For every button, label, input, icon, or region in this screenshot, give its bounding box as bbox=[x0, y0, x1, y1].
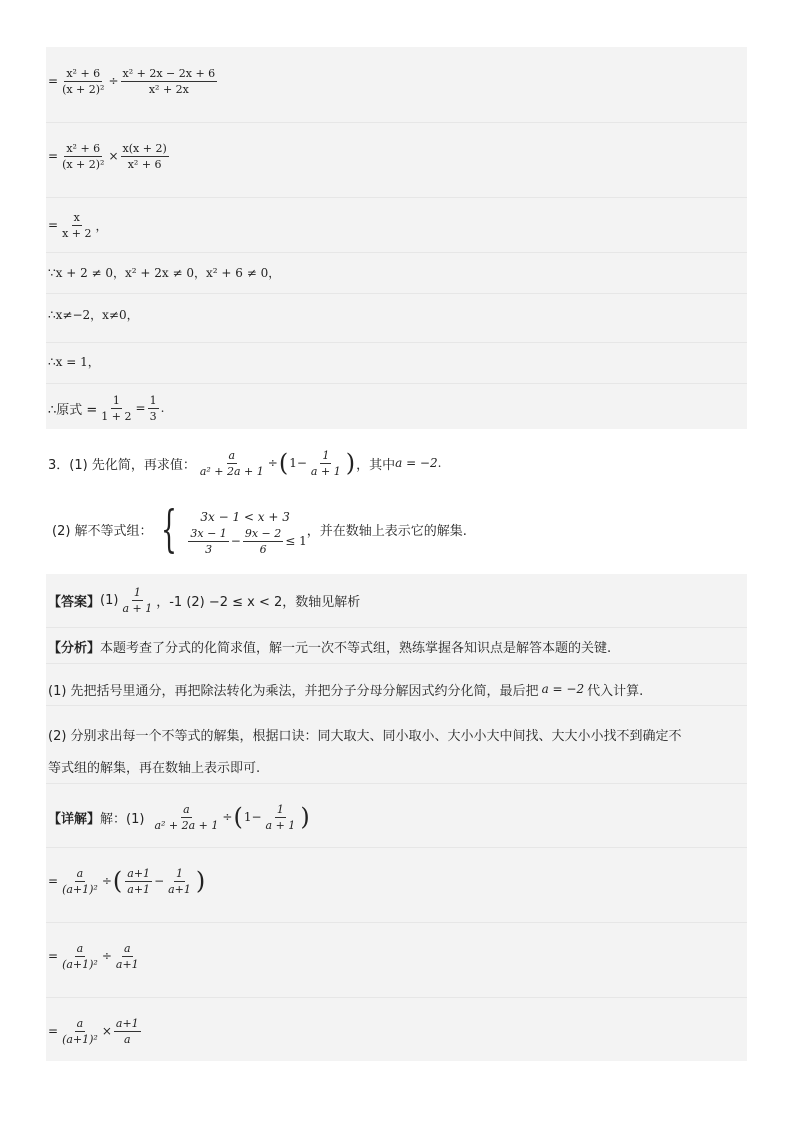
divide-sign: ÷ bbox=[108, 74, 119, 88]
brace-icon: { bbox=[160, 500, 177, 558]
inequality-2 bbox=[186, 526, 307, 556]
text: (2) 分别求出每一个不等式的解集，根据口诀：同大取大、同小取小、大小小大中间找、大大小小找不到确定不 bbox=[48, 728, 682, 744]
divide-sign: ÷ bbox=[267, 456, 278, 470]
le-sign: ≤ 1 bbox=[285, 534, 307, 548]
numerator: a bbox=[76, 1016, 84, 1030]
fraction bbox=[121, 67, 218, 96]
denominator: a+1 bbox=[115, 957, 139, 971]
denominator: (a+1)² bbox=[62, 882, 98, 896]
detail-lead: 解：(1) bbox=[100, 811, 145, 827]
equals-sign: = bbox=[48, 74, 59, 88]
fraction bbox=[60, 67, 106, 96]
punctuation: ， bbox=[95, 218, 108, 233]
fraction bbox=[121, 142, 169, 171]
divide-sign: ÷ bbox=[101, 949, 112, 963]
denominator: x² + 6 bbox=[127, 157, 162, 171]
right-paren: ) bbox=[345, 449, 356, 477]
inequality-1: 3x − 1 < x + 3 bbox=[200, 510, 290, 524]
detail-line bbox=[46, 794, 747, 840]
part-label: (1) bbox=[100, 592, 119, 608]
fraction bbox=[114, 942, 141, 971]
fraction bbox=[60, 867, 100, 896]
fraction bbox=[188, 527, 228, 556]
denominator: a² + 2a + 1 bbox=[154, 818, 219, 832]
divider bbox=[46, 627, 747, 628]
therefore-line: ∴x≠−2，x≠0， bbox=[48, 307, 139, 322]
numerator: x² + 6 bbox=[66, 141, 101, 155]
condition-line: ∵x + 2 ≠ 0，x² + 2x ≠ 0，x² + 6 ≠ 0， bbox=[48, 265, 281, 280]
equals-sign: = bbox=[48, 1024, 59, 1038]
fraction bbox=[60, 211, 93, 240]
divider bbox=[46, 997, 747, 998]
result-prefix: ∴原式 = bbox=[48, 402, 98, 418]
denominator: 3 bbox=[149, 409, 157, 423]
denominator: a + 1 bbox=[122, 601, 153, 615]
numerator: 3x − 1 bbox=[190, 526, 227, 540]
right-paren: ) bbox=[300, 803, 310, 831]
denominator: a+1 bbox=[168, 882, 191, 896]
analysis-item-2-line-1 bbox=[46, 720, 747, 748]
divide-sign: ÷ bbox=[101, 874, 112, 888]
step-line bbox=[46, 131, 747, 181]
question-label: 3．(1) 先化简，再求值： bbox=[48, 457, 196, 473]
minus-sign: − bbox=[230, 534, 241, 548]
divider bbox=[46, 122, 747, 123]
right-paren: ) bbox=[195, 867, 206, 895]
minus-sign: − bbox=[154, 874, 165, 888]
fraction bbox=[166, 867, 193, 896]
fraction bbox=[60, 142, 106, 171]
fraction bbox=[243, 527, 283, 556]
denominator: (a+1)² bbox=[62, 957, 98, 971]
fraction bbox=[264, 803, 298, 832]
numerator: a bbox=[183, 802, 190, 816]
question-3-part-1 bbox=[46, 441, 747, 485]
question-3-part-2 bbox=[46, 497, 747, 561]
denominator: 6 bbox=[259, 542, 267, 556]
analysis-item-2-line-2 bbox=[46, 752, 747, 780]
numerator: 1 bbox=[149, 393, 157, 407]
divider bbox=[46, 663, 747, 664]
numerator: a bbox=[228, 448, 236, 462]
divider bbox=[46, 342, 747, 343]
left-paren: ( bbox=[278, 449, 289, 477]
numerator: a+1 bbox=[127, 866, 151, 880]
numerator: a bbox=[76, 941, 84, 955]
numerator: a bbox=[76, 866, 84, 880]
numerator: 1 bbox=[276, 802, 284, 816]
numerator: 1 bbox=[322, 448, 330, 462]
step-line bbox=[46, 1006, 747, 1056]
detail-tag: 【详解】 bbox=[48, 811, 101, 827]
fraction bbox=[309, 449, 343, 478]
divider bbox=[46, 383, 747, 384]
equals-sign: = bbox=[48, 874, 59, 888]
fraction bbox=[152, 803, 220, 832]
numerator: a bbox=[124, 941, 131, 955]
multiply-sign: × bbox=[101, 1024, 112, 1038]
denominator: (x + 2)² bbox=[62, 82, 105, 96]
numerator: x² + 2x − 2x + 6 bbox=[122, 66, 216, 80]
punctuation: . bbox=[437, 456, 442, 470]
text: ，其中 bbox=[356, 457, 396, 473]
divider bbox=[46, 197, 747, 198]
analysis-tag: 【分析】 bbox=[48, 640, 101, 656]
text: 等式组的解集，再在数轴上表示即可. bbox=[48, 760, 261, 776]
result-line bbox=[46, 389, 747, 427]
equals-sign: = bbox=[48, 949, 59, 963]
denominator: a+1 bbox=[127, 882, 151, 896]
denominator: x² + 2x bbox=[148, 82, 189, 96]
answer-text: ，-1 (2) −2 ≤ x < 2，数轴见解析 bbox=[156, 594, 361, 610]
denominator: a bbox=[124, 1032, 131, 1046]
denominator: x + 2 bbox=[62, 226, 92, 240]
divider bbox=[46, 252, 747, 253]
fraction bbox=[120, 586, 154, 615]
therefore-line: ∴x = 1， bbox=[48, 354, 100, 369]
step-line bbox=[46, 203, 747, 247]
equals-sign: = bbox=[48, 218, 59, 232]
numerator: 1 bbox=[176, 866, 184, 880]
divider bbox=[46, 293, 747, 294]
analysis-line bbox=[46, 632, 747, 660]
fraction bbox=[114, 1017, 141, 1046]
left-paren: ( bbox=[233, 803, 243, 831]
denominator: (a+1)² bbox=[62, 1032, 98, 1046]
inequality-system bbox=[186, 505, 307, 556]
analysis-item-1 bbox=[46, 675, 747, 703]
term: 1− bbox=[243, 810, 262, 824]
numerator: 9x − 2 bbox=[244, 526, 282, 540]
text: 代入计算. bbox=[587, 683, 644, 699]
divide-sign: ÷ bbox=[222, 810, 233, 824]
numerator: 1 bbox=[133, 585, 141, 599]
numerator: 1 bbox=[112, 393, 120, 407]
fraction bbox=[148, 394, 159, 423]
denominator: 1 + 2 bbox=[101, 409, 132, 423]
fraction bbox=[198, 449, 266, 478]
fraction bbox=[125, 867, 152, 896]
step-line bbox=[46, 56, 747, 106]
punctuation: . bbox=[160, 401, 165, 415]
denominator: a + 1 bbox=[265, 818, 296, 832]
term: 1− bbox=[289, 456, 307, 470]
left-paren: ( bbox=[112, 867, 123, 895]
fraction bbox=[99, 394, 133, 423]
step-line bbox=[46, 856, 747, 906]
condition: a = −2 bbox=[395, 456, 438, 470]
expression: a = −2 bbox=[541, 682, 585, 696]
numerator: x² + 6 bbox=[66, 66, 101, 80]
text: ，并在数轴上表示它的解集. bbox=[306, 523, 467, 539]
numerator: a+1 bbox=[115, 1016, 139, 1030]
denominator: (x + 2)² bbox=[62, 157, 105, 171]
numerator: x bbox=[73, 210, 80, 224]
denominator: a² + 2a + 1 bbox=[199, 464, 264, 478]
divider bbox=[46, 922, 747, 923]
answer-tag: 【答案】 bbox=[48, 594, 101, 610]
answer-line bbox=[46, 578, 747, 622]
denominator: a + 1 bbox=[310, 464, 341, 478]
denominator: 3 bbox=[205, 542, 213, 556]
equals-sign: = bbox=[48, 149, 59, 163]
equals-sign: = bbox=[135, 401, 146, 415]
divider bbox=[46, 847, 747, 848]
analysis-text: 本题考查了分式的化简求值，解一元一次不等式组，熟练掌握各知识点是解答本题的关键. bbox=[100, 640, 612, 656]
text: (1) 先把括号里通分，再把除法转化为乘法，并把分子分母分解因式约分化简，最后把 bbox=[48, 683, 539, 699]
question-label: (2) 解不等式组： bbox=[52, 523, 153, 539]
fraction bbox=[60, 942, 100, 971]
step-line bbox=[46, 931, 747, 981]
numerator: x(x + 2) bbox=[122, 141, 167, 155]
divider bbox=[46, 705, 747, 706]
divider bbox=[46, 783, 747, 784]
multiply-sign: × bbox=[108, 149, 119, 163]
fraction bbox=[60, 1017, 100, 1046]
